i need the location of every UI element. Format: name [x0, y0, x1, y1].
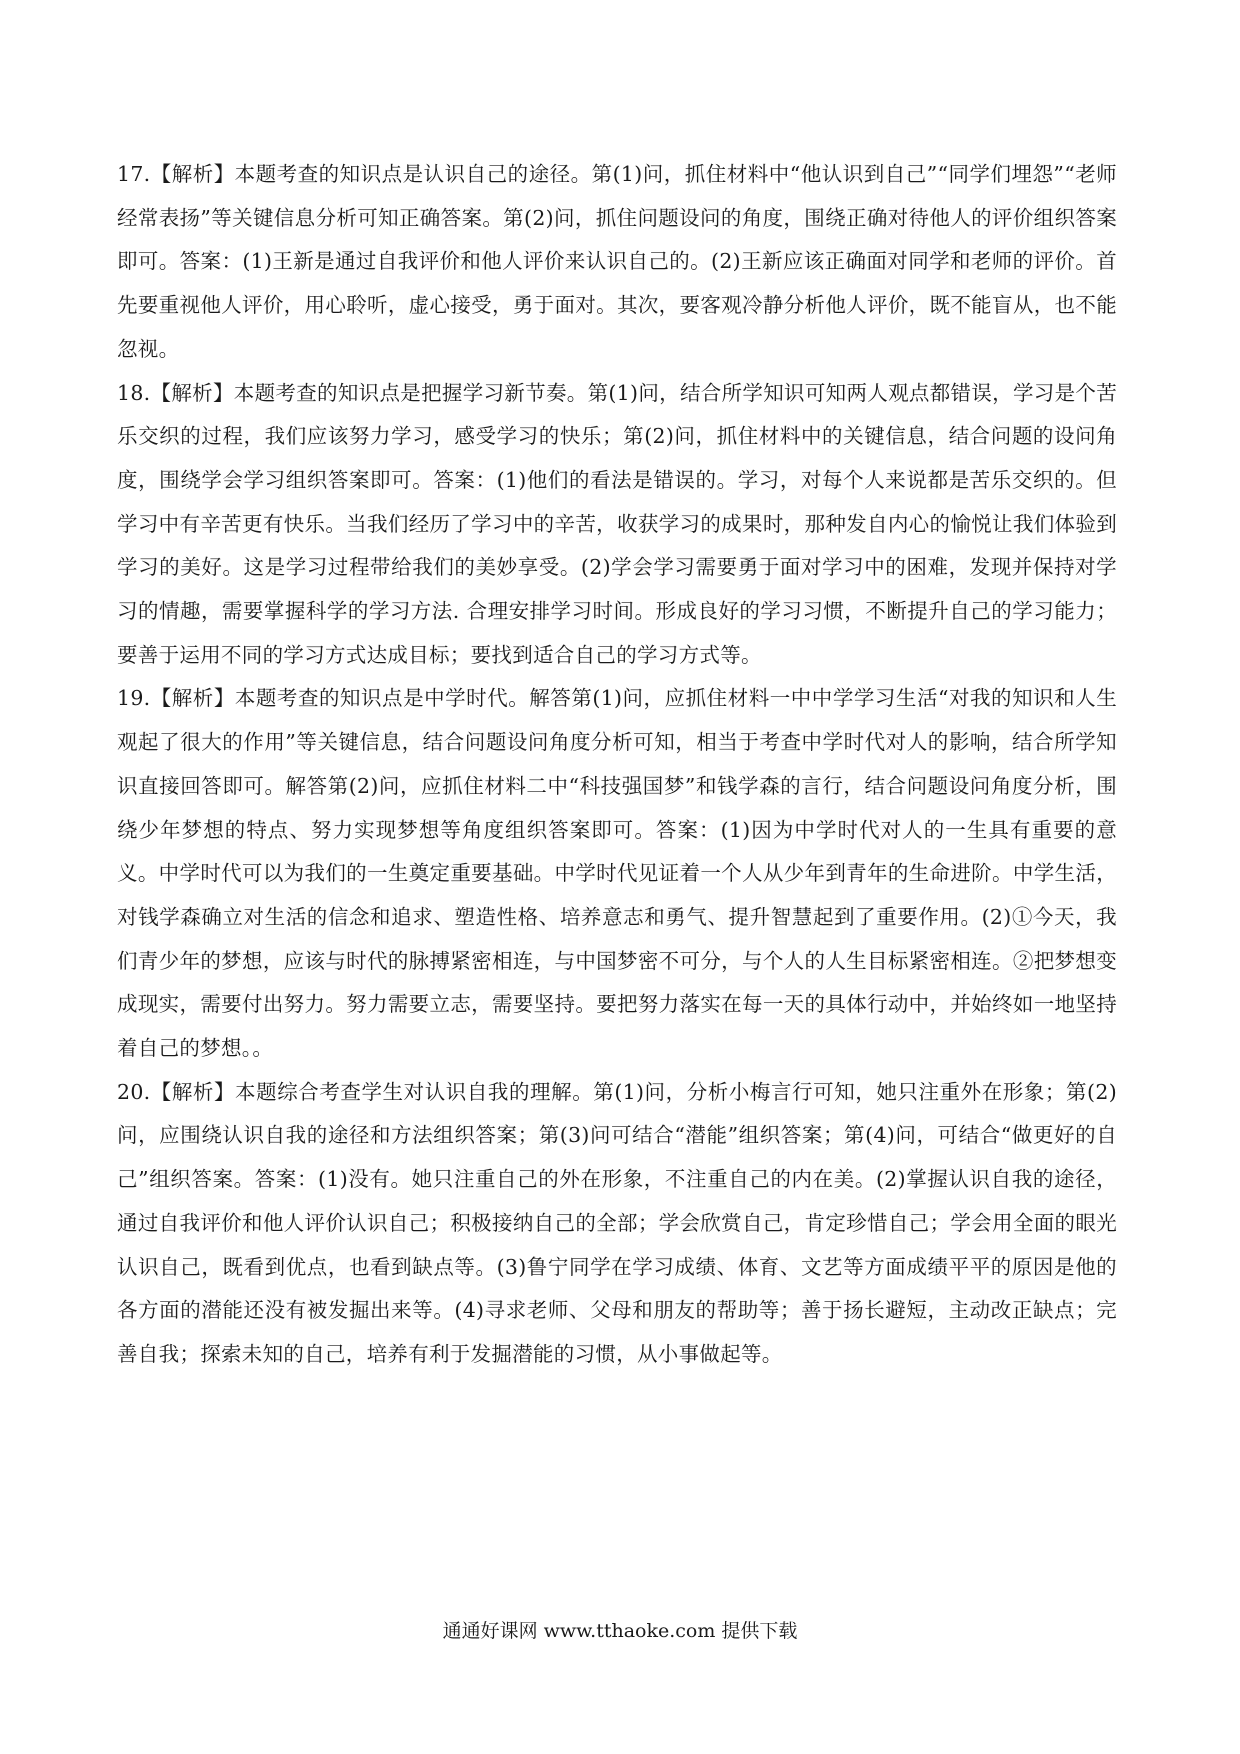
- page-footer: 通通好课网 www.tthaoke.com 提供下载: [442, 1620, 798, 1642]
- answer-paragraph-17: 17.【解析】本题考查的知识点是认识自己的途径。第(1)问，抓住材料中“他认识到自己”“同学们埋怨”“老师经常表扬”等关键信息分析可知正确答案。第(2)问，抓住问题设问的角度，围绕正确对待他人的评价组织答案即可。答案：(1)王新是通过自我评价和他人评价来认识自己的。(2)王新应该正确面对同学和老师的评价。首先要重视他人评价，用心聆听，虚心接受，勇于面对。其次，要客观冷静分析他人评价，既不能盲从，也不能忽视。: [117, 162, 1117, 361]
- answer-paragraph-20: 20.【解析】本题综合考查学生对认识自我的理解。第(1)问，分析小梅言行可知，她只注重外在形象；第(2)问，应围绕认识自我的途径和方法组织答案；第(3)问可结合“潜能”组织答案；第(4)问，可结合“做更好的自己”组织答案。答案：(1)没有。她只注重自己的外在形象，不注重自己的内在美。(2)掌握认识自我的途径，通过自我评价和他人评价认识自己；积极接纳自己的全部；学会欣赏自己，肯定珍惜自己；学会用全面的眼光认识自己，既看到优点，也看到缺点等。(3)鲁宁同学在学习成绩、体育、文艺等方面成绩平平的原因是他的各方面的潜能还没有被发掘出来等。(4)寻求老师、父母和朋友的帮助等；善于扬长避短，主动改正缺点；完善自我；探索未知的自己，培养有利于发掘潜能的习惯，从小事做起等。: [117, 1079, 1117, 1366]
- answer-paragraph-18: 18.【解析】本题考查的知识点是把握学习新节奏。第(1)问，结合所学知识可知两人观点都错误，学习是个苦乐交织的过程，我们应该努力学习，感受学习的快乐；第(2)问，抓住材料中的关键信息，结合问题的设问角度，围绕学会学习组织答案即可。答案：(1)他们的看法是错误的。学习，对每个人来说都是苦乐交织的。但学习中有辛苦更有快乐。当我们经历了学习中的辛苦，收获学习的成果时，那种发自内心的愉悦让我们体验到学习的美好。这是学习过程带给我们的美妙享受。(2)学会学习需要勇于面对学习中的困难，发现并保持对学习的情趣，需要掌握科学的学习方法. 合理安排学习时间。形成良好的学习习惯，不断提升自己的学习能力；要善于运用不同的学习方式达成目标；要找到适合自己的学习方式等。: [117, 380, 1117, 667]
- answer-analysis-section: [117, 153, 1117, 1377]
- answer-paragraph-19: 19.【解析】本题考查的知识点是中学时代。解答第(1)问，应抓住材料一中中学学习生活“对我的知识和人生观起了很大的作用”等关键信息，结合问题设问角度分析可知，相当于考查中学时代对人的影响，结合所学知识直接回答即可。解答第(2)问，应抓住材料二中“科技强国梦”和钱学森的言行，结合问题设问角度分析，围绕少年梦想的特点、努力实现梦想等角度组织答案即可。答案：(1)因为中学时代对人的一生具有重要的意义。中学时代可以为我们的一生奠定重要基础。中学时代见证着一个人从少年到青年的生命进阶。中学生活，对钱学森确立对生活的信念和追求、塑造性格、培养意志和勇气、提升智慧起到了重要作用。(2)①今天，我们青少年的梦想，应该与时代的脉搏紧密相连，与中国梦密不可分，与个人的人生目标紧密相连。②把梦想变成现实，需要付出努力。努力需要立志，需要坚持。要把努力落实在每一天的具体行动中，并始终如一地坚持着自己的梦想。。: [117, 686, 1117, 1061]
